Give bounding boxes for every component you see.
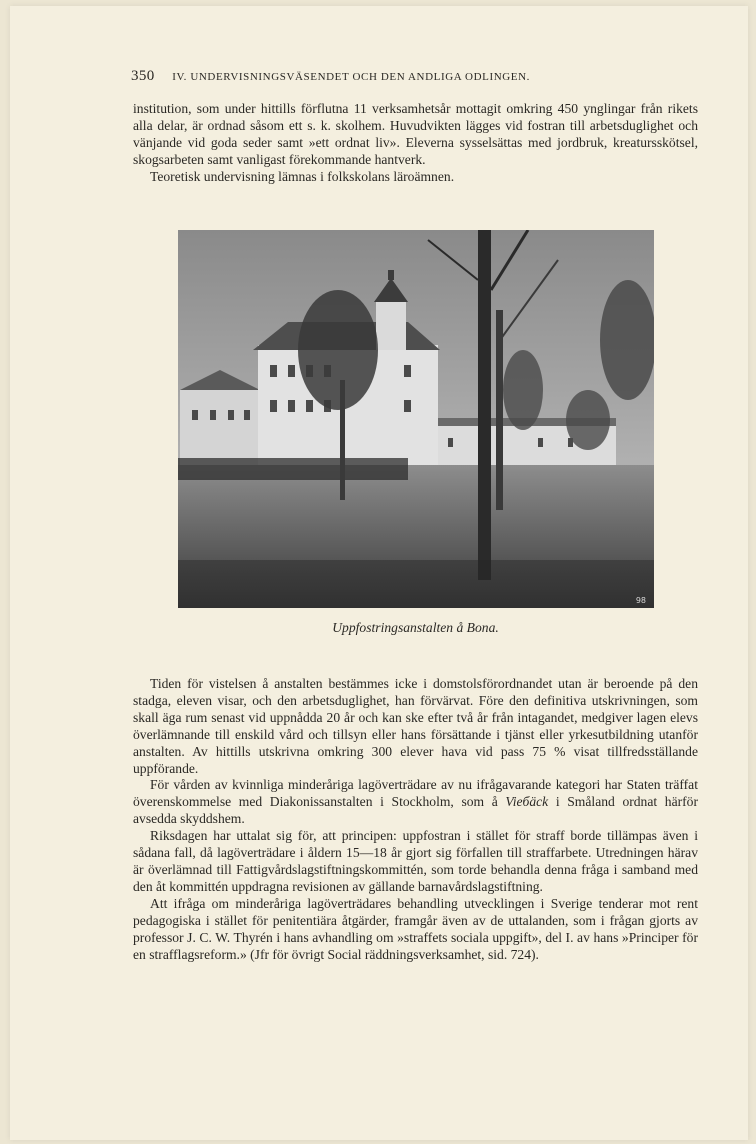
body-text [133, 676, 698, 963]
photo-building-icon [178, 230, 654, 608]
figure-number: 98 [635, 596, 646, 605]
paragraph-continuation: institution, som under hittills förflutna 11 verksamhetsår mottagit omkring 450 ynglingar från rikets alla delar, är ordnad såsom ett s. k. skolhem. Huvudvikten lägges vid fostran till arbetsduglighet och vänjande vid goda seder samt »ett ordnat liv». Eleverna sysselsättas med jordbruk, kreatursskötsel, skogsarbeten samt vanligast förekommande hantverk. [133, 101, 698, 167]
paragraph-teaching: Teoretisk undervisning lämnas i folkskolans läroämnen. [150, 168, 455, 184]
paragraph-duration: Tiden för vistelsen å anstalten bestämmes icke i domstolsförordnandet utan är beroende på den stadga, eleven visar, och den arbetsduglighet, han förvärvat. Före den definitiva utskrivningen, som skall äga rum senast vid uppnådda 20 år och kan ske efter två år från intagandet, medgiver lagen elevs överlämnande till enskild vård och tillsyn eller hans försättande i tjänst eller yrkesutbildning utanför anstalten. Av hittills utskrivna omkring 300 elever hava vid pass 75 % visat tillfredsställande uppförande. [133, 676, 698, 776]
figure-caption: Uppfostringsanstalten å Bona. [332, 620, 499, 635]
paragraph-female-offenders-start: För vården av kvinnliga minderåriga lagöverträdare av nu ifrågavarande kategori har Staten träffat överenskommelse med Diakonissanstalten i Stockholm, som å [133, 777, 698, 810]
paragraph-riksdag: Riksdagen har uttalat sig för, att principen: uppfostran i stället för straff borde tillämpas även i sådana fall, då lagöverträdare i åldern 15—18 år gjort sig förfallen till straffarbete. Utredningen härav är överlämnad till Fattigvårdslagstiftningskommittén, som torde behandla denna fråga i samband med den åt kommittén uppdragna revisionen av gällande barnavårdslagstiftning. [133, 828, 698, 894]
paragraph-female-offenders [133, 777, 698, 828]
running-title: IV. UNDERVISNINGSVÄSENDET OCH DEN ANDLIGA ODLINGEN. [172, 71, 531, 83]
page-header [131, 68, 629, 85]
photograph [178, 230, 654, 608]
place-name: Vieбäck [505, 794, 549, 810]
paragraph-female-offenders-end: i Småland ordnat härför avsedda skyddshem. [133, 794, 698, 827]
top-text [133, 101, 698, 186]
paragraph-pedagogical: Att ifråga om minderåriga lagöverträdares behandling utvecklingen i Sverige tenderar mot rent pedagogiska i stället för penitentiära åtgärder, framgår även av de uttalanden, som i frågan gjorts av professor J. C. W. Thyrén i hans avhandling om »straffets sociala uppgift», del I. av hans »Principer för en strafflagsreform.» (Jfr för övrigt Social räddningsverksamhet, sid. 724). [133, 895, 698, 962]
page-number: 350 [131, 68, 155, 84]
